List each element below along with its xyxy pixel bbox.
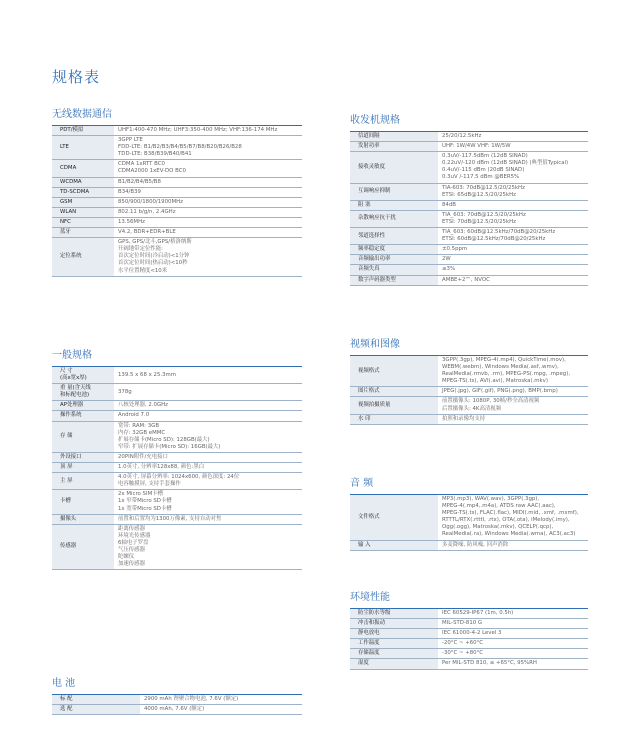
spec-value [114,514,302,524]
spec-label: 水 印 [350,414,438,424]
spec-value [114,401,302,411]
spec-row [52,177,302,187]
spec-value-line: MPEG-TS(.ts), AVI(.avi), Matroska(.mkv) [442,378,548,385]
spec-value-line: 首次定位时间(冷启动)<1分钟 [118,253,190,260]
spec-value-line: MIL-STD-810 G [442,620,483,627]
spec-row [52,490,302,514]
spec-value-line: 扩展存储卡(Micro SD): 128GB(最大) [118,436,210,443]
spec-label: 防尘防水等级 [350,609,438,619]
spec-value-line: 内存: 32GB eMMC [118,429,166,436]
spec-value [114,421,302,452]
spec-value-line: IEC 60529-IP67 (1m, 0.5h) [442,610,514,616]
spec-row [52,473,302,490]
spec-value-line: 20PIN附件/充电接口 [118,453,168,460]
spec-value-line: CDMA2000 1xEV-DO BC0 [118,168,186,175]
spec-value-line: 1x 宽带Micro SD卡槽 [118,505,172,512]
spec-row [350,142,588,152]
spec-row [350,228,588,245]
spec-value [114,490,302,514]
spec-value-line: RTTTL/RTX(.rtttl, .rtx), OTA(.ota), iMelody(.imy), [442,517,570,524]
spec-value-line: 电容触摸屏, 支持手套操作 [118,481,181,488]
spec-value-line: B1/B2/B4/B5/B8 [118,178,161,185]
spec-value-line: 后置摄像头: 4K高清视频 [442,405,502,412]
spec-label: 工作温度 [350,639,438,649]
spec-label: 数字声码器类型 [350,275,438,285]
spec-value-line: B34/B39 [118,188,141,195]
spec-label: WCDMA [52,177,114,187]
spec-value [114,197,302,207]
spec-table [52,126,302,277]
section-title: 收发机规格 [350,115,400,126]
spec-row [350,649,588,659]
spec-value-line: 0.4uV/-115 dBm (20dB SINAD) [442,167,525,174]
spec-value [140,695,302,705]
spec-label: 重 量(含天线 和标配电池) [52,384,114,401]
spec-table [52,367,302,570]
spec-value-line: 4000 mAh, 7.6V (额定) [144,706,205,713]
spec-label: 静电放电 [350,629,438,639]
spec-label: LTE [52,136,114,160]
spec-value [438,275,588,285]
spec-value-line: 首次定位时间(热启动)<10秒 [118,260,188,267]
spec-value [438,142,588,152]
spec-value-line: UHF1:400-470 MHz; UHF3:350-400 MHz; VHF:136-174 MHz [118,127,278,133]
section-title: 视频和图像 [350,339,400,350]
section-battery [52,677,302,715]
spec-row [52,228,302,238]
spec-row [52,705,302,715]
spec-row [52,421,302,452]
spec-row [52,160,302,177]
spec-label: 冲击和振动 [350,619,438,629]
spec-row [52,463,302,473]
spec-label: 存储温度 [350,649,438,659]
spec-label: 文件格式 [350,495,438,540]
spec-value-line: 1x 窄带Micro SD卡槽 [118,498,172,505]
spec-value-line: 0.3uV /-117.5 dBm @BER5% [442,174,520,181]
spec-row [350,414,588,424]
section-audio [350,477,588,551]
spec-label: 发射功率 [350,142,438,152]
spec-label: 邻道选择性 [350,228,438,245]
spec-row [350,629,588,639]
spec-label: 杂散响应抗干扰 [350,210,438,227]
spec-value-line: WEBM(.webm), Windows Media(.asf,.wmv), [442,364,559,371]
spec-value-line: CDMA 1xRTT BC0 [118,161,165,168]
spec-label: 传感器 [52,524,114,570]
spec-label: NFC [52,217,114,227]
spec-value [438,210,588,227]
spec-row [52,187,302,197]
spec-value [438,659,588,669]
spec-value-line: TIA-603: 70dB@12.5/20/25kHz [442,184,525,191]
spec-value-line: 开阔地带定位性能: [118,246,163,253]
spec-row [52,452,302,462]
spec-value-line: 2x Micro SIM卡槽 [118,491,163,498]
spec-value-line: Per MIL-STD 810, ≤ +65°C, 95%RH [442,660,537,667]
section-title: 无线数据通信 [52,109,112,120]
spec-label: 音频失真 [350,265,438,275]
spec-value [114,228,302,238]
spec-row [52,238,302,276]
spec-value-line: RealMedia(.rmvb, .rm), MPEG-PS(.mpg, .mpeg), [442,371,571,378]
spec-row [350,387,588,397]
spec-row [52,126,302,136]
spec-value-line: 多麦降噪, 防风噪, 回声消除 [442,541,509,548]
spec-value-line: 前置摄像头: 1080P, 30帧/秒全高清视频 [442,398,540,405]
spec-value [438,495,588,540]
spec-value [114,367,302,384]
section-video [350,338,588,425]
section-title: 环境性能 [350,592,390,603]
spec-value-line: 802.11 b/g/n, 2.4GHz [118,208,176,215]
spec-table [350,609,588,670]
spec-row [52,136,302,160]
spec-value-line: 6轴电子罗盘 [118,539,149,546]
spec-value-line: 850/900/1800/1900MHz [118,198,183,205]
spec-row [350,609,588,619]
spec-label: 蓝牙 [52,228,114,238]
spec-value [114,384,302,401]
spec-label: 尺 寸 (高x宽x厚) [52,367,114,384]
spec-row [350,275,588,285]
spec-value [438,629,588,639]
spec-value-line: 八核处理器, 2.0GHz [118,402,169,409]
spec-row [350,639,588,649]
spec-value-line: JPEG(.jpg), GIF(.gif), PNG(.png), BMP(.bmp) [442,388,558,395]
spec-value [438,356,588,387]
spec-row [350,397,588,414]
spec-value-line: 0.22uV/-120 dBm (12dB SINAD) (典型值Typical) [442,160,569,167]
section-general [52,349,302,570]
spec-label: 视频格式 [350,356,438,387]
spec-label: 互调响应抑制 [350,183,438,200]
spec-value-line: 25/20/12.5kHz [442,133,482,139]
spec-label: 音频输出功率 [350,255,438,265]
spec-label: AP处理器 [52,401,114,411]
spec-label: 顶 屏 [52,463,114,473]
spec-value-line: 气压传感器 [118,546,145,553]
spec-value-line: 水平位置精度<10米 [118,267,168,274]
section-title: 音 频 [350,478,374,489]
spec-label: 定位系统 [52,238,114,276]
spec-label: PDT/模拟 [52,126,114,136]
spec-value-line: ETSI: 70dB@12.5/20/25kHz [442,218,516,225]
spec-value-line: 84dB [442,201,456,208]
spec-value [438,639,588,649]
spec-table [350,356,588,425]
spec-value [438,609,588,619]
spec-value [438,265,588,275]
spec-value-line: TIA_603: 70dB@12.5/20/25kHz [442,211,526,218]
spec-value-line: 环境光传感器 [118,532,151,539]
spec-label: 信道间隔 [350,132,438,142]
spec-value-line: TIA_603: 60dB@12.5kHz/70dB@20/25kHz [442,229,556,236]
section-transceiver [350,114,588,286]
spec-label: GSM [52,197,114,207]
spec-value [438,540,588,550]
spec-value [438,152,588,183]
spec-value [438,228,588,245]
spec-value-line: MPEG-TS(.ts), FLAC(.flac), MIDI(.mid, .xmf, .mxmf), [442,510,579,517]
spec-value [114,452,302,462]
spec-value-line: Ogg(.ogg), Matroska(.mkv), QCELP(.qcp), [442,524,554,531]
spec-value [114,187,302,197]
spec-value [114,177,302,187]
spec-label: WLAN [52,207,114,217]
spec-label: 存 储 [52,421,114,452]
section-wireless [52,108,302,277]
spec-value-line: RealMedia(.ra), Windows Media(.wma), AC3(.ac3) [442,531,576,538]
spec-value-line: TDD-LTE: B38/B39/B40/B41 [118,151,192,158]
spec-value-line: 0.3uV/-117.5dBm (12dB SINAD) [442,153,528,160]
spec-value-line: ≤3% [442,266,456,273]
spec-value-line: -20°C ~ +60°C [442,640,484,647]
spec-label: 输 入 [350,540,438,550]
spec-value-line: 3GPP(.3gp), MPEG-4(.mp4), QuickTime(.mov), [442,357,566,363]
spec-row [350,265,588,275]
spec-label: TD-SCDMA [52,187,114,197]
spec-value-line: 4.0英寸, 屏幕分辨率: 1024x600, 颜色深度: 24位 [118,474,240,481]
spec-value [114,126,302,136]
spec-value [140,705,302,715]
spec-value-line: 378g [118,388,132,395]
spec-value [114,524,302,570]
spec-row [350,540,588,550]
spec-row [350,245,588,255]
spec-value [438,200,588,210]
spec-row [52,411,302,421]
spec-value-line: MP3(.mp3), WAV(.wav), 3GPP(.3gp), [442,496,540,502]
spec-value-line: ETSI: 65dB@12.5/20/25kHz [442,191,516,198]
spec-value-line: 13.56MHz [118,218,145,225]
spec-row [52,401,302,411]
spec-label: 湿度 [350,659,438,669]
spec-value-line: FDD-LTE: B1/B2/B3/B4/B5/B7/B8/B20/B26/B28 [118,144,242,151]
spec-label: 摄像头 [52,514,114,524]
spec-row [52,367,302,384]
spec-row [350,659,588,669]
spec-label: 阻 塞 [350,200,438,210]
spec-value-line: ±0.5ppm [442,246,468,253]
section-environment [350,591,588,670]
spec-value-line: -30°C ~ +80°C [442,650,484,657]
spec-value [114,238,302,276]
spec-value [114,411,302,421]
spec-value-line: 拍照和录像均支持 [442,415,486,422]
spec-value-line: V4.2, BDR+EDR+BLE [118,229,176,236]
spec-row [350,619,588,629]
spec-label: 选 配 [52,705,140,715]
spec-table [52,695,302,715]
spec-value-line: 前置和后置均为1300万像素, 支持自动对焦 [118,515,222,522]
spec-value-line: 2900 mAh 锂聚合物电池, 7.6V (额定) [144,696,239,702]
spec-value [438,245,588,255]
section-title: 电 池 [52,678,76,689]
spec-value [114,136,302,160]
spec-value-line: UHF: 1W/4W VHF: 1W/5W [442,143,511,150]
spec-label: 卡槽 [52,490,114,514]
spec-row [52,384,302,401]
spec-value [438,183,588,200]
spec-label: 频率稳定度 [350,245,438,255]
spec-value-line: GPS, GPS/北斗,GPS/格洛纳斯 [118,239,192,246]
spec-label: CDMA [52,160,114,177]
spec-value [438,649,588,659]
spec-table [350,495,588,551]
spec-value [114,463,302,473]
spec-value [438,255,588,265]
spec-value [114,473,302,490]
spec-row [350,356,588,387]
spec-value [114,217,302,227]
spec-value-line: MPEG-4(.mp4,.m4a), ATDS raw AAC(.aac), [442,503,556,510]
spec-value [438,132,588,142]
spec-row [52,217,302,227]
spec-value [114,207,302,217]
spec-value-line: 宽带: RAM: 3GB [118,422,160,429]
spec-label: 标 配 [52,695,140,705]
spec-value-line: 139.5 x 68 x 25.3mm [118,371,177,378]
spec-value [438,397,588,414]
spec-row [52,524,302,570]
spec-row [350,132,588,142]
spec-row [350,255,588,265]
spec-label: 接收灵敏度 [350,152,438,183]
spec-label: 主 屏 [52,473,114,490]
spec-value-line: 3GPP LTE [118,137,143,144]
spec-row [350,210,588,227]
spec-row [350,495,588,540]
spec-row [52,695,302,705]
spec-value [438,619,588,629]
spec-value-line: 1.0英寸, 分辨率128x88, 颜色:黑白 [118,464,205,471]
spec-value-line: ETSI: 60dB@12.5kHz/70dB@20/25kHz [442,236,546,243]
spec-value-line: 陀螺仪 [118,554,135,561]
spec-table [350,132,588,286]
spec-value-line: Android 7.0 [118,412,150,419]
spec-value-line: 加速传感器 [118,561,145,568]
spec-row [52,197,302,207]
spec-value [114,160,302,177]
spec-row [52,514,302,524]
spec-row [350,152,588,183]
spec-row [52,207,302,217]
spec-label: 图片格式 [350,387,438,397]
spec-value [438,387,588,397]
spec-row [350,183,588,200]
spec-value-line: 窄带: 扩展存储卡(Micro SD): 16GB(最大) [118,443,221,450]
page-title: 规格表 [52,68,101,86]
spec-label: 视频拍摄质量 [350,397,438,414]
spec-value-line: IEC 61000-4-2 Level 3 [442,630,502,637]
spec-row [350,200,588,210]
spec-value-line: AMBE+2™, NVOC [442,276,490,283]
spec-value-line: 距离传感器 [118,525,145,532]
spec-value [438,414,588,424]
spec-label: 外设接口 [52,452,114,462]
spec-label: 操作系统 [52,411,114,421]
section-title: 一般规格 [52,350,92,361]
spec-value-line: 2W [442,256,451,263]
